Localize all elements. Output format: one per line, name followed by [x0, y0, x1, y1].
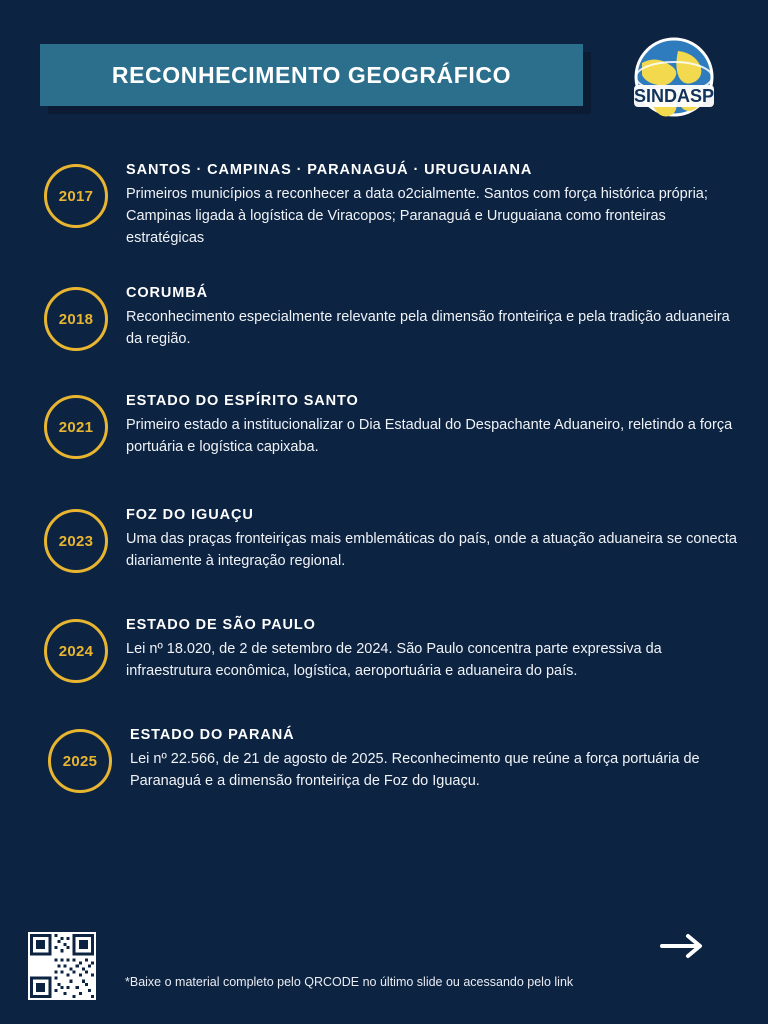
- entry-description: Lei nº 18.020, de 2 de setembro de 2024. São Paulo concentra parte expressiva da infraestrutura econômica, logística, aeroportuária e aduaneira do país.: [126, 641, 662, 679]
- timeline-entry-body: [126, 393, 768, 459]
- entry-title: ESTADO DO ESPÍRITO SANTO: [126, 393, 359, 410]
- timeline-entry: [0, 162, 768, 249]
- page-title: RECONHECIMENTO GEOGRÁFICO: [111, 61, 512, 88]
- timeline-entry: [0, 393, 768, 459]
- timeline-entry: [0, 727, 768, 793]
- sindasp-logo: [622, 33, 726, 127]
- timeline-entry-body: [126, 617, 768, 683]
- sindasp-wordmark: [634, 85, 714, 107]
- entry-description: Reconhecimento especialmente relevante pela dimensão fronteiriça e pela tradição aduaneira da região.: [126, 309, 730, 347]
- timeline-entry: [0, 507, 768, 573]
- timeline-entry-body: [126, 507, 768, 573]
- header: [0, 0, 768, 130]
- year-badge: 2025: [48, 729, 112, 793]
- timeline-entry-body: [126, 285, 768, 351]
- timeline-entry: [0, 285, 768, 351]
- entry-title: ESTADO DE SÃO PAULO: [126, 617, 316, 634]
- footer: [0, 914, 768, 1024]
- timeline-entry: [0, 617, 768, 683]
- year-badge: 2024: [44, 619, 108, 683]
- timeline-entry-body: [126, 162, 768, 249]
- entry-title: CORUMBÁ: [126, 285, 209, 302]
- year-badge: 2017: [44, 164, 108, 228]
- year-badge: 2023: [44, 509, 108, 573]
- qr-code-icon[interactable]: [28, 932, 96, 1000]
- entry-description: Primeiro estado a institucionalizar o Dia Estadual do Despachante Aduaneiro, reletindo a força portuária e logística capixaba.: [126, 417, 733, 455]
- entry-description: Uma das praças fronteiriças mais emblemáticas do país, onde a atuação aduaneira se conecta diariamente à integração regional.: [126, 531, 737, 569]
- year-badge: 2018: [44, 287, 108, 351]
- timeline: [0, 130, 768, 793]
- entry-title: ESTADO DO PARANÁ: [130, 727, 295, 744]
- entry-title: SANTOS · CAMPINAS · PARANAGUÁ · URUGUAIANA: [126, 162, 533, 178]
- timeline-entry-body: [130, 727, 768, 793]
- footer-note: *Baixe o material completo pelo QRCODE no último slide ou acessando pelo link: [125, 975, 574, 989]
- arrow-right-icon[interactable]: [660, 933, 706, 959]
- page-title-bar: [40, 44, 583, 106]
- entry-description: Lei nº 22.566, de 21 de agosto de 2025. Reconhecimento que reúne a força portuária de Paranaguá e a dimensão fronteiriça de Foz do Iguaçu.: [130, 751, 700, 789]
- year-badge: 2021: [44, 395, 108, 459]
- entry-description: Primeiros municípios a reconhecer a data o2cialmente. Santos com força histórica própria; Campinas ligada à logística de Viracopos; Paranaguá e Uruguaiana como fronteiras estratégicas: [126, 186, 708, 246]
- entry-title: FOZ DO IGUAÇU: [126, 507, 254, 524]
- svg-text:SINDASP: SINDASP: [633, 86, 715, 106]
